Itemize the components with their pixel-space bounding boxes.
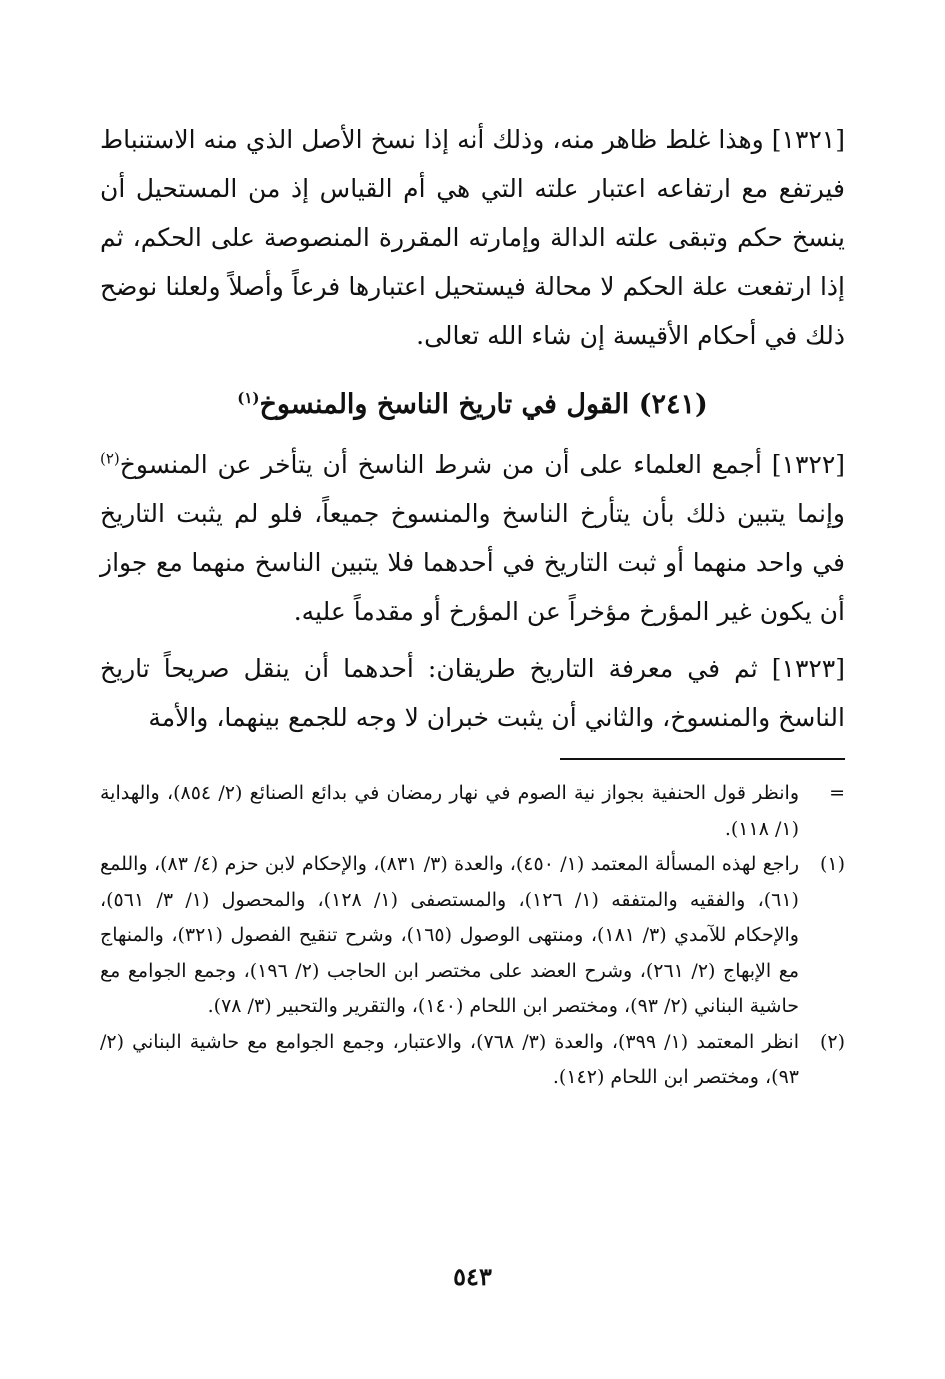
footnote-text: راجع لهذه المسألة المعتمد (١/ ٤٥٠)، والعدة (٣/ ٨٣١)، والإحكام لابن حزم (٤/ ٨٣)، واللمع (٦١)، والفقيه والمتفقه (١/ ١٢٦)، والمستصفى (١/ ١٢٨)، والمحصول (١/ ٣/ ٥٦١)، والإحكام للآمدي (٣/ ١٨١)، ومنتهى الوصول (١٦٥)، وشرح تنقيح الفصول (٣٢١)، والمنهاج مع الإبهاج (٢/ ٢٦١)، وشرح العضد على مختصر ابن الحاجب (٢/ ١٩٦)، وجمع الجوامع مع حاشية البناني (٢/ ٩٣)، ومختصر ابن اللحام (١٤٠)، والتقرير والتحبير (٣/ ٧٨).	[100, 853, 800, 1017]
footnote-2	[100, 1025, 845, 1096]
section-heading	[100, 380, 845, 430]
paragraph-1321	[100, 115, 845, 360]
section-number: (٢٤١)	[638, 389, 708, 420]
paragraph-1323	[100, 644, 845, 742]
footnotes	[100, 776, 845, 1096]
footnote-mark: =	[829, 782, 845, 804]
footnote-text: وانظر قول الحنفية بجواز نية الصوم في نهار رمضان في بدائع الصنائع (٢/ ٨٥٤)، والهداية (١/ ١١٨).	[100, 782, 799, 840]
footnote-continuation	[100, 776, 845, 847]
paragraph-text: [١٣٢٣] ثم في معرفة التاريخ طريقان: أحدهما أن ينقل صريحاً تاريخ الناسخ والمنسوخ، والثاني أن يثبت خبران لا وجه للجمع بينهما، والأمة	[100, 654, 845, 732]
footnote-1	[100, 847, 845, 1025]
footnote-text: انظر المعتمد (١/ ٣٩٩)، والعدة (٣/ ٧٦٨)، والاعتبار، وجمع الجوامع مع حاشية البناني (٢/ ٩٣)، ومختصر ابن اللحام (١٤٢).	[100, 1030, 799, 1088]
paragraph-1322	[100, 440, 845, 636]
footnote-mark: (١)	[819, 853, 845, 875]
page-number: ٥٤٣	[453, 1262, 492, 1291]
footnote-ref-1: (١)	[237, 389, 260, 407]
paragraph-text: [١٣٢١] وهذا غلط ظاهر منه، وذلك أنه إذا نسخ الأصل الذي منه الاستنباط فيرتفع مع ارتفاعه اعتبار علته التي هي أم القياس إذ من المستحيل أن ينسخ حكم وتبقى علته الدالة وإمارته المقررة المنصوصة على الحكم، ثم إذا ارتفعت علة الحكم لا محالة فيستحيل اعتبارها فرعاً وأصلاً ولعلنا نوضح ذلك في أحكام الأقيسة إن شاء الله تعالى.	[100, 125, 845, 350]
footnote-ref-2: (٢)	[100, 449, 120, 468]
section-title: القول في تاريخ الناسخ والمنسوخ	[259, 389, 630, 420]
paragraph-text-part1: [١٣٢٢] أجمع العلماء على أن من شرط الناسخ أن يتأخر عن المنسوخ	[119, 450, 846, 479]
paragraph-text-part2: وإنما يتبين ذلك بأن يتأرخ الناسخ والمنسوخ جميعاً، فلو لم يثبت التاريخ في واحد منهما أو ثبت التاريخ في أحدهما فلا يتبين الناسخ منهما مع جواز أن يكون غير المؤرخ مؤخراً عن المؤرخ أو مقدماً عليه.	[100, 499, 845, 626]
footnote-mark: (٢)	[819, 1030, 845, 1053]
footnote-divider	[560, 758, 845, 760]
